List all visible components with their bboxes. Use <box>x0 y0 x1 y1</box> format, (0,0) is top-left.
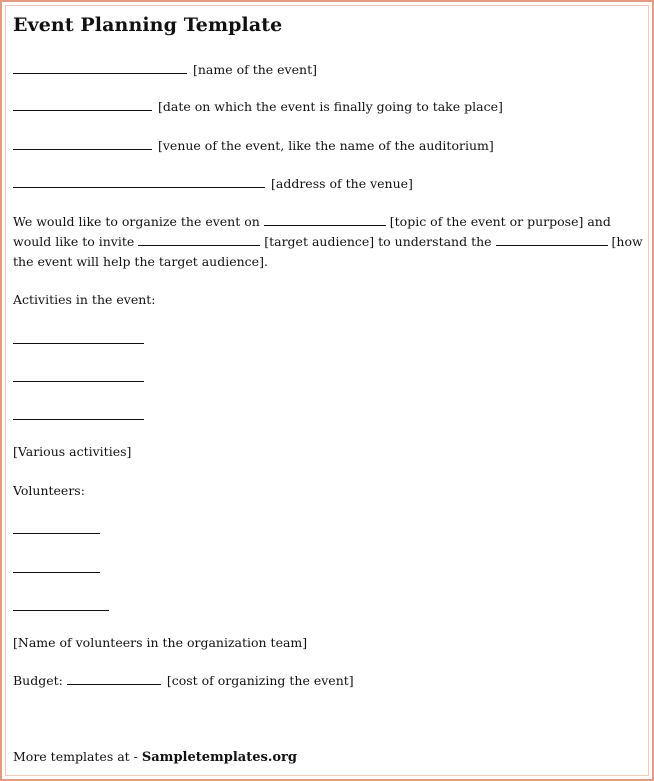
budget-field <box>13 673 354 689</box>
footer-prefix: More templates at - <box>13 749 138 764</box>
address-field <box>13 176 413 192</box>
para-text-2: and would like to invite <box>13 214 611 249</box>
para-text-4: . <box>263 254 268 269</box>
address-hint: [address of the venue] <box>270 176 413 191</box>
event-name-hint: [name of the event] <box>192 62 317 77</box>
event-date-field <box>13 99 503 115</box>
inner-border <box>5 5 649 776</box>
event-date-hint: [date on which the event is finally going to take place] <box>157 99 503 114</box>
venue-hint: [venue of the event, like the name of the auditorium] <box>157 138 494 153</box>
venue-blank[interactable] <box>13 138 152 150</box>
volunteer-blank[interactable] <box>13 561 100 573</box>
volunteers-heading: Volunteers: <box>13 483 85 498</box>
budget-hint: [cost of organizing the event] <box>166 673 354 688</box>
activity-line-1 <box>13 332 144 348</box>
venue-field <box>13 138 494 154</box>
activities-heading: Activities in the event: <box>13 292 156 307</box>
activities-note: [Various activities] <box>13 444 132 459</box>
volunteer-line-2 <box>13 561 100 577</box>
para-text-3: to understand the <box>378 234 492 249</box>
audience-hint: [target audience] <box>264 234 375 249</box>
how-blank[interactable] <box>496 234 608 246</box>
activity-blank[interactable] <box>13 332 144 344</box>
volunteer-blank[interactable] <box>13 599 109 611</box>
budget-label: Budget: <box>13 673 63 688</box>
volunteers-note: [Name of volunteers in the organization team] <box>13 635 308 650</box>
footer <box>13 749 297 766</box>
how-hint: [how the event will help the target audience] <box>13 234 643 269</box>
volunteer-blank[interactable] <box>13 522 100 534</box>
activity-blank[interactable] <box>13 370 144 382</box>
event-name-blank[interactable] <box>13 62 187 74</box>
budget-blank[interactable] <box>67 673 161 685</box>
activity-blank[interactable] <box>13 408 144 420</box>
event-description-paragraph <box>13 212 645 272</box>
event-name-field <box>13 62 317 78</box>
address-blank[interactable] <box>13 176 265 188</box>
activity-line-3 <box>13 408 144 424</box>
topic-hint: [topic of the event or purpose] <box>389 214 584 229</box>
topic-blank[interactable] <box>264 214 386 226</box>
volunteer-line-1 <box>13 522 100 538</box>
para-text-1: We would like to organize the event on <box>13 214 260 229</box>
event-date-blank[interactable] <box>13 99 152 111</box>
activity-line-2 <box>13 370 144 386</box>
footer-site-link[interactable]: Sampletemplates.org <box>141 750 297 765</box>
document-title: Event Planning Template <box>13 14 283 36</box>
volunteer-line-3 <box>13 599 109 615</box>
audience-blank[interactable] <box>138 234 260 246</box>
